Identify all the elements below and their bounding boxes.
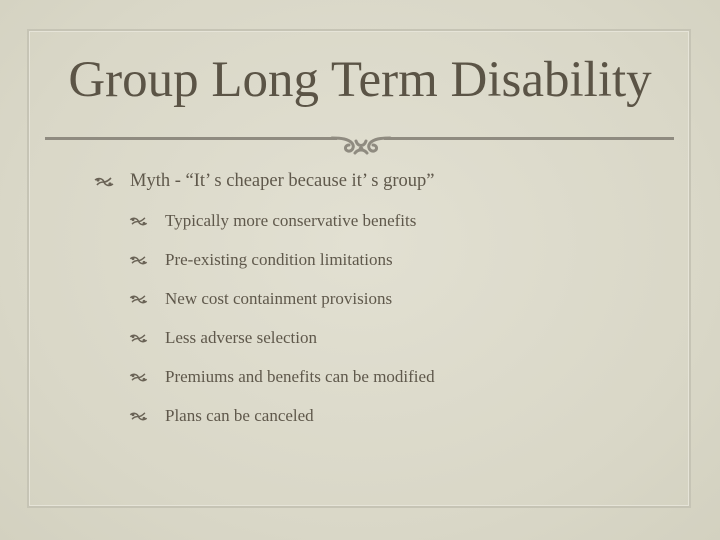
fleuron-bullet-icon xyxy=(129,216,148,227)
bullet-text: Myth - “It’ s cheaper because it’ s group” xyxy=(130,171,435,191)
sub-bullet-text: Typically more conservative benefits xyxy=(165,211,417,230)
slide-title: Group Long Term Disability xyxy=(68,52,652,108)
fleuron-bullet-icon xyxy=(129,294,148,305)
sub-bullet-item xyxy=(129,328,317,348)
sub-bullet-text: Plans can be canceled xyxy=(165,406,314,425)
sub-bullet-text: Pre-existing condition limitations xyxy=(165,250,393,269)
sub-bullet-text: Premiums and benefits can be modified xyxy=(165,367,435,386)
fleuron-bullet-icon xyxy=(129,255,148,266)
fleuron-bullet-icon xyxy=(129,333,148,344)
sub-bullet-item xyxy=(129,250,393,270)
sub-bullet-item xyxy=(129,289,392,309)
fleuron-bullet-icon xyxy=(129,411,148,422)
sub-bullet-text: New cost containment provisions xyxy=(165,289,393,308)
sub-bullet-item xyxy=(129,211,416,231)
bullet-item-level1 xyxy=(94,171,434,192)
sub-bullet-item xyxy=(129,367,435,387)
fleuron-bullet-icon xyxy=(129,372,148,383)
sub-bullet-item xyxy=(129,406,314,426)
sub-bullet-text: Less adverse selection xyxy=(165,328,317,347)
fleuron-bullet-icon xyxy=(94,176,114,188)
